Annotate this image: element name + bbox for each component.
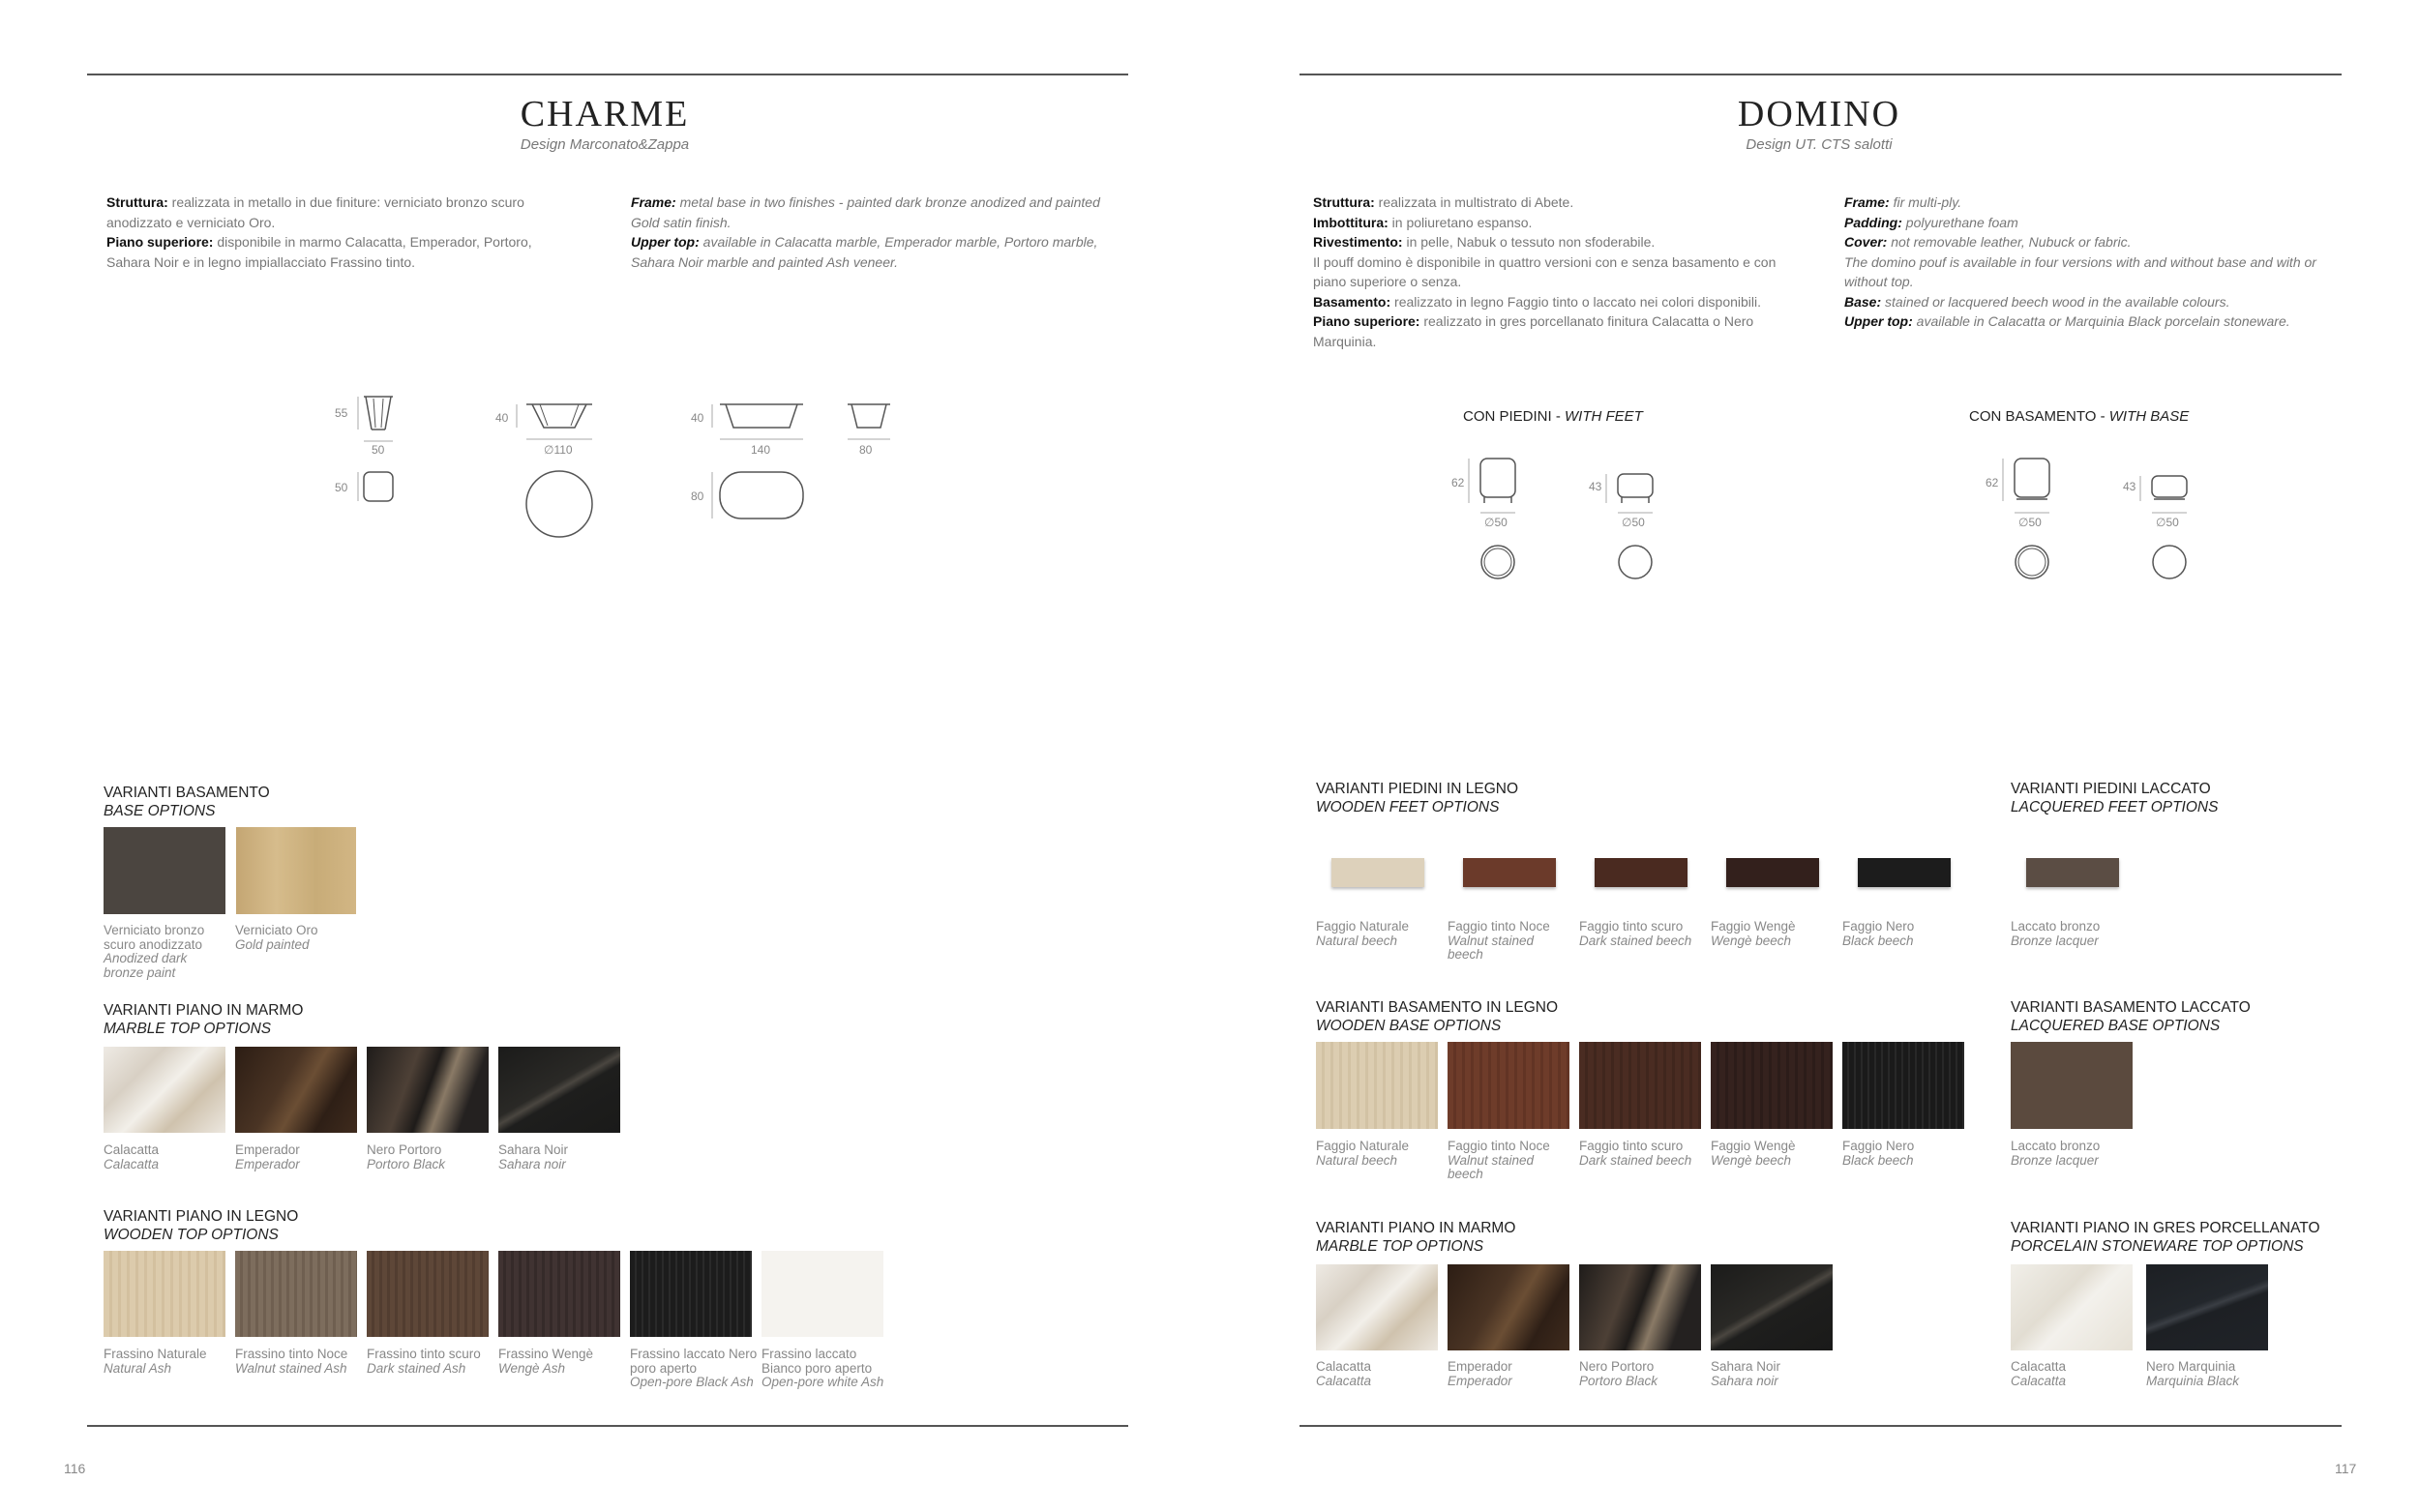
caption-feet-faggio-wenge: Faggio Wengè Wengè beech	[1711, 919, 1796, 948]
caption-base-faggio-wenge: Faggio Wengè Wengè beech	[1711, 1139, 1796, 1168]
domino-gres-heading: VARIANTI PIANO IN GRES PORCELLANATO PORCELAIN STONEWARE TOP OPTIONS	[2011, 1220, 2320, 1255]
caption-domino-calacatta: Calacatta Calacatta	[1316, 1359, 1372, 1388]
swatch-domino-calacatta[interactable]	[1316, 1264, 1438, 1350]
charme-side-table-plan	[364, 472, 393, 501]
caption-domino-nero-portoro: Nero Portoro Portoro Black	[1579, 1359, 1658, 1388]
caption-frassino-scuro: Frassino tinto scuro Dark stained Ash	[367, 1347, 481, 1376]
domino-dim-b-w: ∅50	[1622, 516, 1645, 529]
caption-base-laccato-bronzo: Laccato bronzo Bronze lacquer	[2011, 1139, 2101, 1168]
charme-side-table-leg	[366, 397, 372, 430]
caption-frassino-nero: Frassino laccato Nero poro aperto Open-pore Black Ash	[630, 1347, 758, 1389]
domino-wfeet-heading: VARIANTI PIEDINI IN LEGNO WOODEN FEET OPTIONS	[1316, 781, 1519, 815]
swatch-frassino-naturale[interactable]	[104, 1251, 225, 1337]
caption-base-faggio-naturale: Faggio Naturale Natural beech	[1316, 1139, 1410, 1168]
swatch-feet-faggio-scuro[interactable]	[1595, 858, 1687, 887]
caption-frassino-noce: Frassino tinto Noce Walnut stained Ash	[235, 1347, 348, 1376]
domino-wbase-heading: VARIANTI BASAMENTO IN LEGNO WOODEN BASE OPTIONS	[1316, 999, 1559, 1034]
swatch-feet-faggio-wenge[interactable]	[1726, 858, 1819, 887]
domino-feet-low-plan	[1619, 546, 1652, 578]
bottom-rule-right	[1299, 1425, 2342, 1427]
swatch-feet-laccato-bronzo[interactable]	[2026, 858, 2119, 887]
charme-dim-w4: 80	[859, 443, 873, 457]
caption-gres-calacatta: Calacatta Calacatta	[2011, 1359, 2067, 1388]
domino-base-low-plan	[2153, 546, 2186, 578]
swatch-feet-faggio-naturale[interactable]	[1331, 858, 1424, 887]
page-number-right: 117	[2335, 1461, 2357, 1476]
caption-frassino-bianco: Frassino laccato Bianco poro aperto Open-pore white Ash	[762, 1347, 884, 1389]
swatch-gres-calacatta[interactable]	[2011, 1264, 2133, 1350]
caption-base-faggio-noce: Faggio tinto Noce Walnut stained beech	[1448, 1139, 1550, 1181]
charme-base-heading: VARIANTI BASAMENTO BASE OPTIONS	[104, 785, 270, 819]
domino-desc-en: Frame: fir multi-ply. Padding: polyurethane foam Cover: not removable leather, Nubuck or fabric. The domino pouf is available in four versions with and without base and with or without top. Base: stained or lacquered beech wood in the available colours. Upper top: available in Calacatta or Marquinia Black porcelain stoneware.	[1844, 194, 2316, 329]
charme-dim-d3: 80	[691, 489, 704, 503]
charme-designer: Design Marconato&Zappa	[520, 136, 690, 153]
caption-feet-laccato-bronzo: Laccato bronzo Bronze lacquer	[2011, 919, 2101, 948]
charme-dim-h2: 40	[495, 411, 509, 425]
domino-desc-it: Struttura: realizzata in multistrato di Abete. Imbottitura: in poliuretano espanso. Rivestimento: in pelle, Nabuk o tessuto non sfoderabile. Il pouff domino è disponibile in quattro versioni con e senza basamento e con piano superiore o senza. Basamento: realizzato in legno Faggio tinto o laccato nei colori disponibili. Piano superiore: realizzato in gres porcellanato finitura Calacatta o Nero Marquinia.	[1313, 194, 1777, 349]
domino-feet-tall-plan	[1481, 546, 1514, 578]
swatch-sahara-noir[interactable]	[498, 1047, 620, 1133]
swatch-nero-portoro[interactable]	[367, 1047, 489, 1133]
domino-base-low-elevation	[2152, 476, 2187, 497]
charme-rect-table-plan	[720, 472, 803, 519]
charme-dim-h1: 55	[335, 406, 348, 420]
domino-dim-d-h: 43	[2123, 480, 2136, 493]
swatch-frassino-bianco[interactable]	[762, 1251, 883, 1337]
domino-title: DOMINO	[1737, 94, 1901, 134]
domino-dim-c-h: 62	[1986, 476, 1999, 489]
domino-dim-c-w: ∅50	[2018, 516, 2042, 529]
swatch-frassino-wenge[interactable]	[498, 1251, 620, 1337]
caption-base-faggio-scuro: Faggio tinto scuro Dark stained beech	[1579, 1139, 1692, 1168]
domino-dim-a-h: 62	[1451, 476, 1465, 489]
page-number-left: 116	[64, 1461, 86, 1476]
caption-feet-faggio-noce: Faggio tinto Noce Walnut stained beech	[1448, 919, 1550, 962]
domino-feet-heading: CON PIEDINI - WITH FEET	[1463, 408, 1643, 425]
caption-domino-emperador: Emperador Emperador	[1448, 1359, 1512, 1388]
caption-verniciato-bronzo: Verniciato bronzo scuro anodizzato Anodized dark bronze paint	[104, 923, 205, 980]
swatch-base-faggio-noce[interactable]	[1448, 1042, 1569, 1129]
domino-dim-d-w: ∅50	[2156, 516, 2179, 529]
domino-marble-heading: VARIANTI PIANO IN MARMO MARBLE TOP OPTIONS	[1316, 1220, 1516, 1255]
domino-feet-low-elevation	[1618, 474, 1653, 497]
charme-title: CHARME	[520, 94, 690, 134]
charme-marble-heading: VARIANTI PIANO IN MARMO MARBLE TOP OPTIONS	[104, 1002, 304, 1037]
caption-verniciato-oro: Verniciato Oro Gold painted	[235, 923, 318, 952]
swatch-verniciato-oro[interactable]	[236, 827, 356, 914]
domino-lbase-heading: VARIANTI BASAMENTO LACCATO LACQUERED BASE OPTIONS	[2011, 999, 2251, 1034]
charme-desc-en: Frame: metal base in two finishes - painted dark bronze anodized and painted Gold satin finish. Upper top: available in Calacatta marble, Emperador marble, Portoro marble, Sahara Noir marble and painted Ash veneer.	[631, 194, 1100, 270]
caption-feet-faggio-naturale: Faggio Naturale Natural beech	[1316, 919, 1410, 948]
top-rule-left	[87, 74, 1128, 75]
swatch-calacatta[interactable]	[104, 1047, 225, 1133]
swatch-base-faggio-wenge[interactable]	[1711, 1042, 1833, 1129]
swatch-verniciato-bronzo[interactable]	[104, 827, 225, 914]
caption-frassino-wenge: Frassino Wengè Wengè Ash	[498, 1347, 594, 1376]
swatch-frassino-nero[interactable]	[630, 1251, 752, 1337]
caption-domino-sahara-noir: Sahara Noir Sahara noir	[1711, 1359, 1781, 1388]
caption-emperador: Emperador Emperador	[235, 1142, 300, 1171]
swatch-base-faggio-scuro[interactable]	[1579, 1042, 1701, 1129]
charme-round-table-plan	[526, 471, 592, 537]
swatch-frassino-scuro[interactable]	[367, 1251, 489, 1337]
domino-dim-b-h: 43	[1589, 480, 1602, 493]
caption-feet-faggio-scuro: Faggio tinto scuro Dark stained beech	[1579, 919, 1692, 948]
swatch-domino-nero-portoro[interactable]	[1579, 1264, 1701, 1350]
swatch-feet-faggio-nero[interactable]	[1858, 858, 1951, 887]
charme-dim-d1: 50	[335, 481, 348, 494]
caption-base-faggio-nero: Faggio Nero Black beech	[1842, 1139, 1915, 1168]
domino-drawings	[1451, 445, 2225, 590]
domino-feet-tall-elevation	[1480, 459, 1515, 497]
top-rule-right	[1299, 74, 2342, 75]
caption-calacatta: Calacatta Calacatta	[104, 1142, 160, 1171]
caption-gres-nero-marquinia: Nero Marquinia Marquinia Black	[2146, 1359, 2240, 1388]
domino-dim-a-w: ∅50	[1484, 516, 1508, 529]
swatch-frassino-noce[interactable]	[235, 1251, 357, 1337]
caption-frassino-naturale: Frassino Naturale Natural Ash	[104, 1347, 207, 1376]
caption-feet-faggio-nero: Faggio Nero Black beech	[1842, 919, 1915, 948]
swatch-gres-nero-marquinia[interactable]	[2146, 1264, 2268, 1350]
bottom-rule-left	[87, 1425, 1128, 1427]
domino-base-tall-elevation	[2015, 459, 2049, 497]
caption-sahara-noir: Sahara Noir Sahara noir	[498, 1142, 569, 1171]
charme-dim-w2: ∅110	[544, 443, 573, 457]
swatch-base-faggio-naturale[interactable]	[1316, 1042, 1438, 1129]
domino-lfeet-heading: VARIANTI PIEDINI LACCATO LACQUERED FEET OPTIONS	[2011, 781, 2219, 815]
charme-desc-it: Struttura: realizzata in metallo in due finiture: verniciato bronzo scuro anodizzato e verniciato Oro. Piano superiore: disponibile in marmo Calacatta, Emperador, Portoro, Sahara Noir e in legno impiallacciato Frassino tinto.	[106, 194, 532, 270]
charme-drawings	[319, 387, 919, 542]
swatch-domino-emperador[interactable]	[1448, 1264, 1569, 1350]
charme-dim-w3: 140	[751, 443, 771, 457]
swatch-base-faggio-nero[interactable]	[1842, 1042, 1964, 1129]
swatch-base-laccato-bronzo[interactable]	[2011, 1042, 2133, 1129]
domino-base-heading: CON BASAMENTO - WITH BASE	[1969, 408, 2190, 425]
domino-base-tall-plan	[2016, 546, 2048, 578]
domino-designer: Design UT. CTS salotti	[1746, 136, 1893, 153]
charme-dim-h3: 40	[691, 411, 704, 425]
charme-wood-heading: VARIANTI PIANO IN LEGNO WOODEN TOP OPTIONS	[104, 1208, 299, 1243]
caption-nero-portoro: Nero Portoro Portoro Black	[367, 1142, 446, 1171]
charme-dim-w1: 50	[372, 443, 385, 457]
swatch-feet-faggio-noce[interactable]	[1463, 858, 1556, 887]
swatch-emperador[interactable]	[235, 1047, 357, 1133]
swatch-domino-sahara-noir[interactable]	[1711, 1264, 1833, 1350]
